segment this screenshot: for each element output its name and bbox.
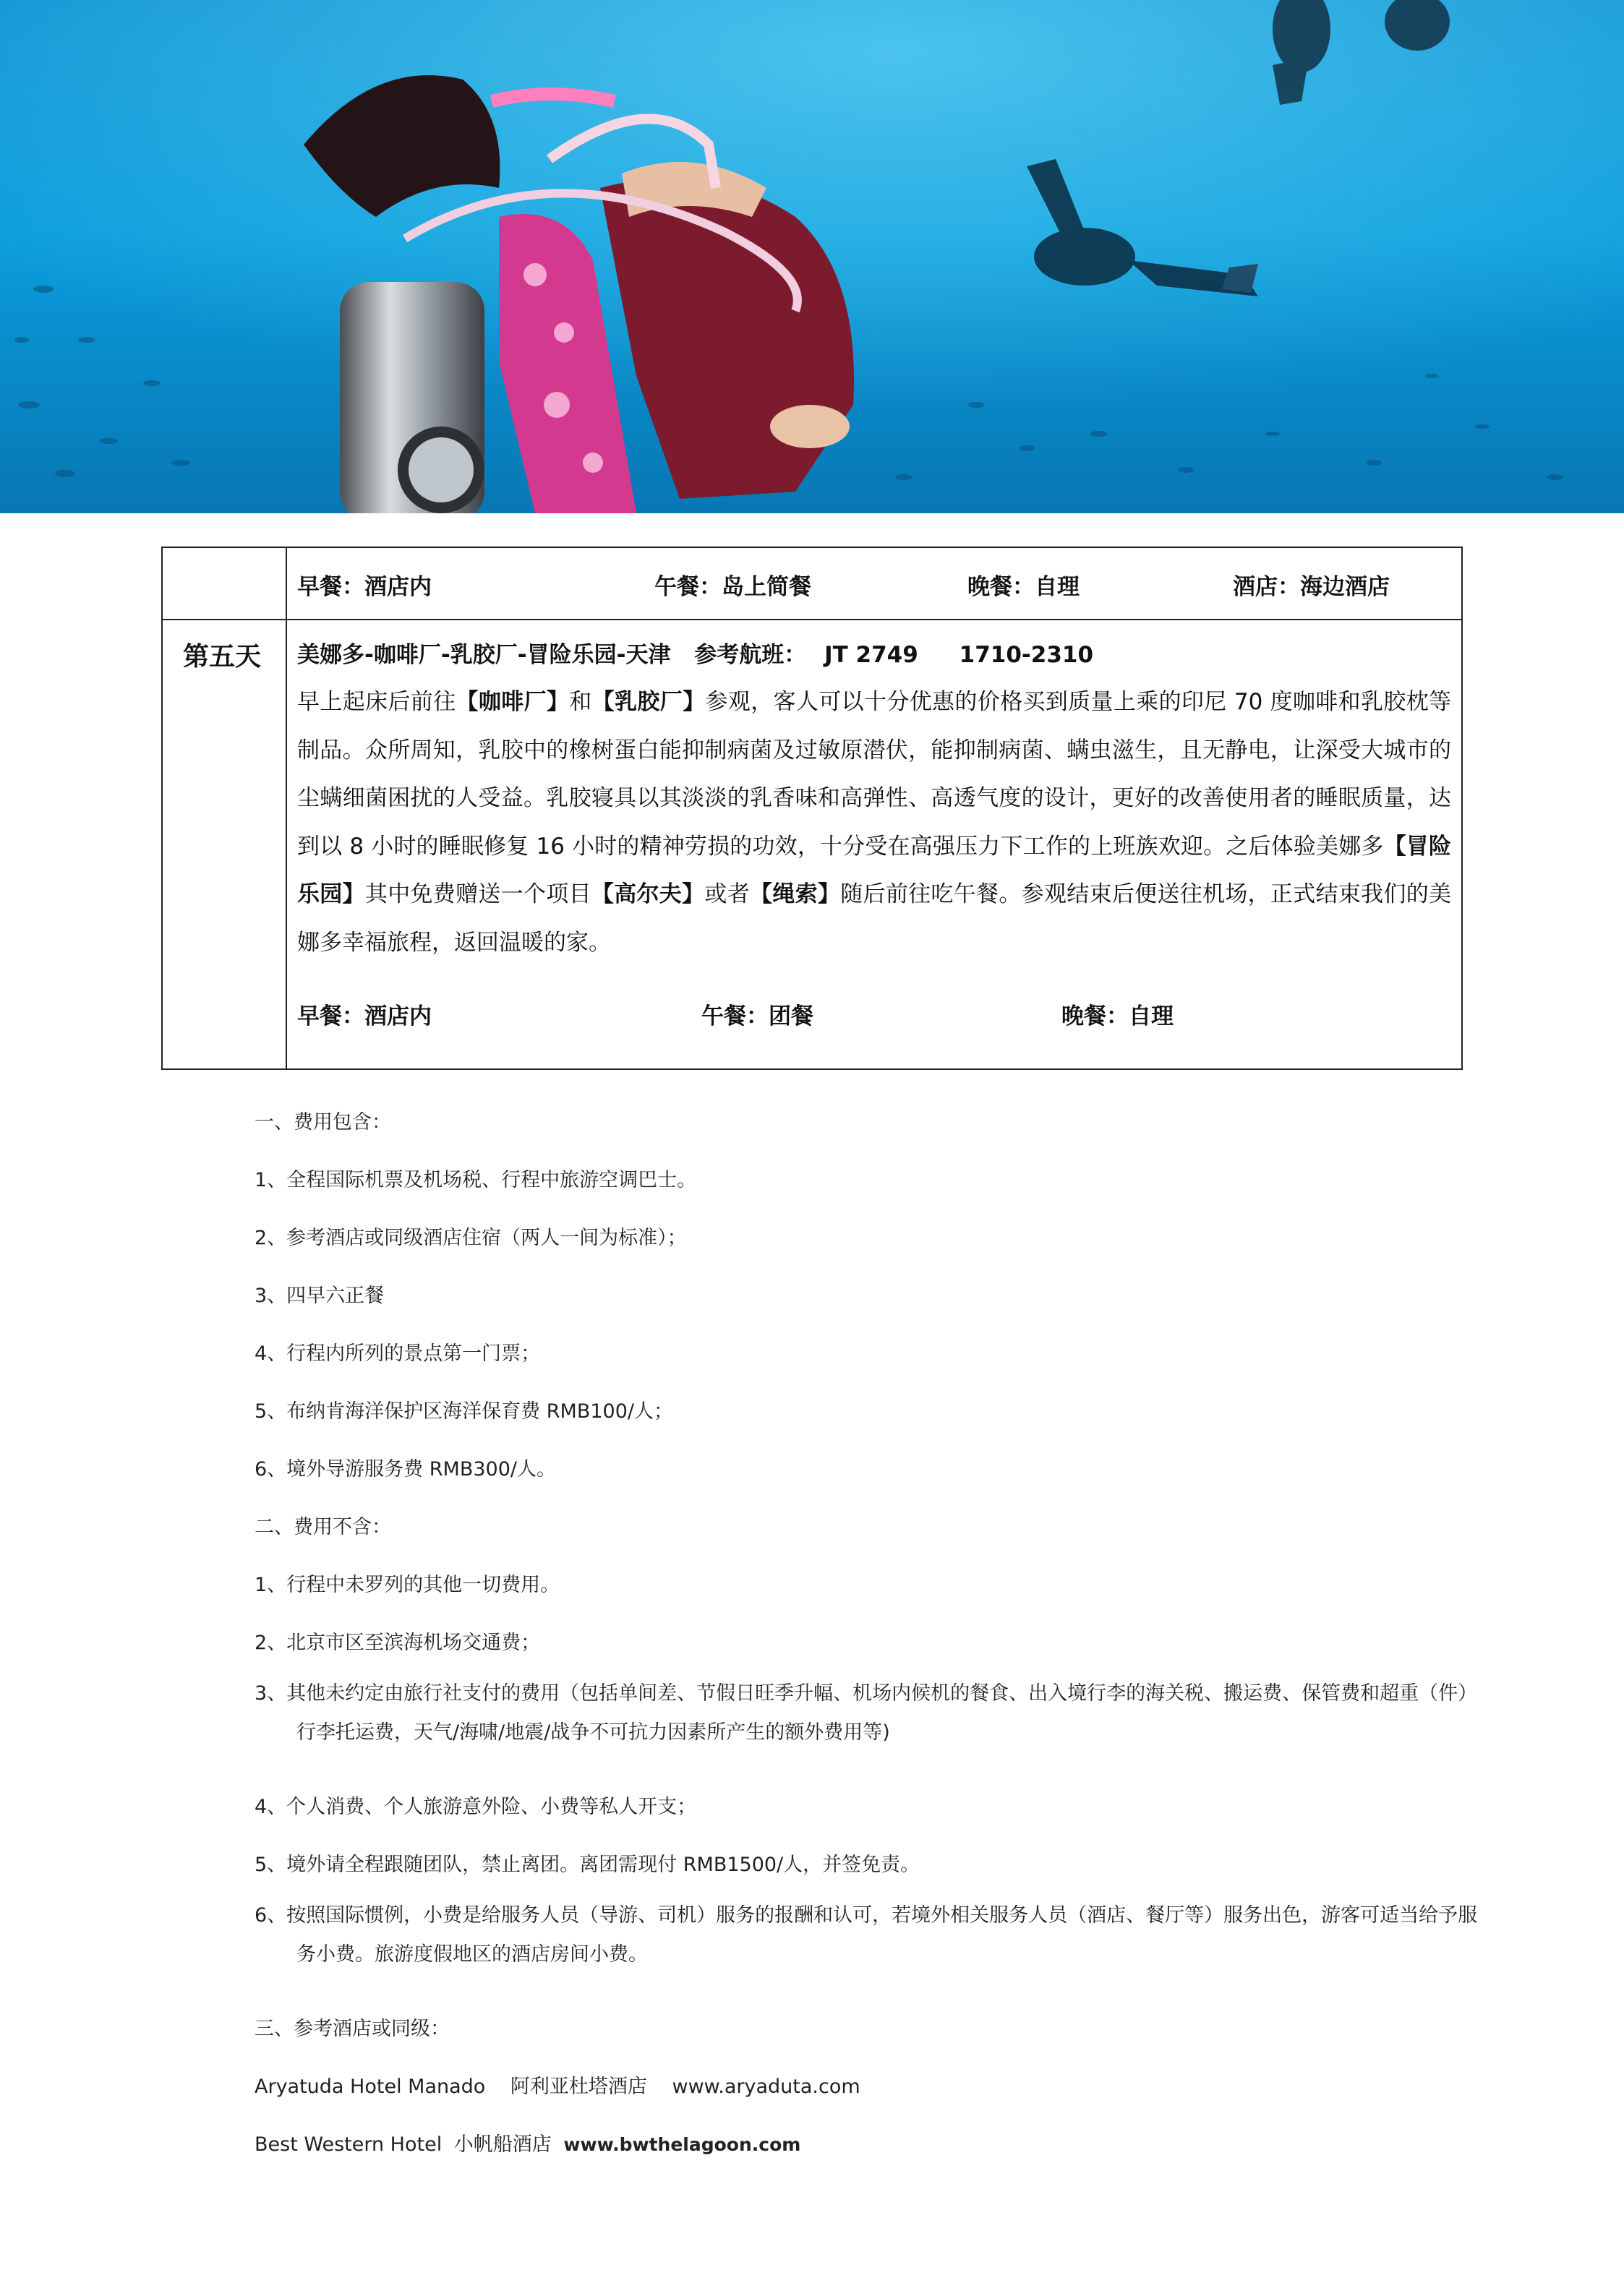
hotel-url[interactable]: www.aryaduta.com	[672, 2076, 860, 2098]
included-item: 1、全程国际机票及机场税、行程中旅游空调巴士。	[255, 1169, 697, 1191]
hotel-cn-name: 阿利亚杜塔酒店	[510, 2076, 647, 2098]
excluded-item: 5、境外请全程跟随团队，禁止离团。离团需现付 RMB1500/人，并签免责。	[255, 1854, 920, 1876]
excluded-item: 2、北京市区至滨海机场交通费；	[255, 1632, 541, 1654]
day4-dinner: 晚餐：自理	[967, 574, 1080, 600]
flight-number: JT 2749	[824, 642, 918, 668]
day4-hotel: 酒店：海边酒店	[1233, 574, 1390, 600]
desc-highlight-golf: 【高尔夫】	[591, 881, 705, 907]
desc-text: 和	[569, 689, 592, 715]
excluded-item: 3、其他未约定由旅行社支付的费用（包括单间差、节假日旺季升幅、机场内候机的餐食、出入境行李的海关税、搬运费、保管费和超重（件）行李托运费，天气/海啸/地震/战争不可抗力因素所产生的额外费用等)	[255, 1682, 1478, 1744]
table-row-divider	[163, 619, 1461, 620]
day5-label: 第五天	[183, 642, 262, 672]
hotels-title: 三、参考酒店或同级：	[255, 2018, 450, 2040]
desc-highlight-ropes: 【绳索】	[750, 881, 841, 907]
included-item: 4、行程内所列的景点第一门票；	[255, 1342, 541, 1365]
desc-text: 随后前往吃午餐。参观结束后便送往机场，正式结束我们的美娜多幸福旅程，返回温暖的家。	[297, 881, 1452, 956]
hotel-cn-name: 小帆船酒店	[453, 2133, 552, 2156]
table-column-divider	[286, 548, 287, 1068]
desc-text: 参观，客人可以十分优惠的价格买到质量上乘的印尼 70 度咖啡和乳胶枕等制品。众所周知，乳胶中的橡树蛋白能抑制病菌及过敏原潜伏，能抑制病菌、螨虫滋生，且无静电，让深受大城市的尘螨细菌困扰的人受益。乳胶寝具以其淡淡的乳香味和高弹性、高透气度的设计，更好的改善使用者的睡眠质量，达到以 8 小时的睡眠修复 16 小时的精神劳损的功效，十分受在高强压力下工作的上班族欢迎。之后体验美娜多	[297, 689, 1452, 860]
day4-lunch: 午餐：岛上简餐	[654, 574, 811, 600]
day5-description	[297, 678, 1451, 967]
included-item: 2、参考酒店或同级酒店住宿（两人一间为标准）；	[255, 1227, 687, 1249]
day5-route-line	[297, 636, 1093, 669]
desc-highlight-coffee: 【咖啡厂】	[456, 689, 570, 715]
excluded-item: 6、按照国际惯例，小费是给服务人员（导游、司机）服务的报酬和认可，若境外相关服务人员（酒店、餐厅等）服务出色，游客可适当给予服务小费。旅游度假地区的酒店房间小费。	[255, 1904, 1478, 1966]
flight-label: 参考航班：	[694, 642, 807, 668]
desc-highlight-adventure-park: 【冒险乐园】	[297, 833, 1451, 907]
day5-breakfast: 早餐：酒店内	[297, 1003, 432, 1029]
day5-dinner: 晚餐：自理	[1061, 1003, 1174, 1029]
hotel-name: Best Western Hotel	[255, 2133, 443, 2156]
excluded-title: 二、费用不含：	[255, 1516, 391, 1538]
desc-text: 或者	[704, 881, 751, 907]
day5-route: 美娜多-咖啡厂-乳胶厂-冒险乐园-天津	[297, 642, 671, 668]
hotel-entry	[255, 2070, 860, 2099]
included-title: 一、费用包含：	[255, 1111, 391, 1134]
hotel-entry	[255, 2128, 800, 2156]
hotel-name: Aryatuda Hotel Manado	[255, 2076, 486, 2098]
included-item: 3、四早六正餐	[255, 1285, 385, 1307]
hero-diving-photo	[0, 0, 1624, 513]
flight-time: 1710-2310	[959, 642, 1094, 668]
desc-text: 早上起床后前往	[297, 689, 456, 715]
excluded-item: 1、行程中未罗列的其他一切费用。	[255, 1574, 560, 1596]
included-item: 6、境外导游服务费 RMB300/人。	[255, 1458, 556, 1481]
day5-lunch: 午餐：团餐	[701, 1003, 813, 1029]
excluded-item: 4、个人消费、个人旅游意外险、小费等私人开支；	[255, 1796, 697, 1818]
desc-highlight-latex: 【乳胶厂】	[591, 689, 706, 715]
included-item: 5、布纳肯海洋保护区海洋保育费 RMB100/人；	[255, 1400, 673, 1423]
itinerary-table	[161, 547, 1463, 1070]
day4-breakfast: 早餐：酒店内	[297, 574, 432, 600]
desc-text: 其中免费赠送一个项目	[364, 881, 591, 907]
hotel-url[interactable]: www.bwthelagoon.com	[563, 2134, 801, 2155]
